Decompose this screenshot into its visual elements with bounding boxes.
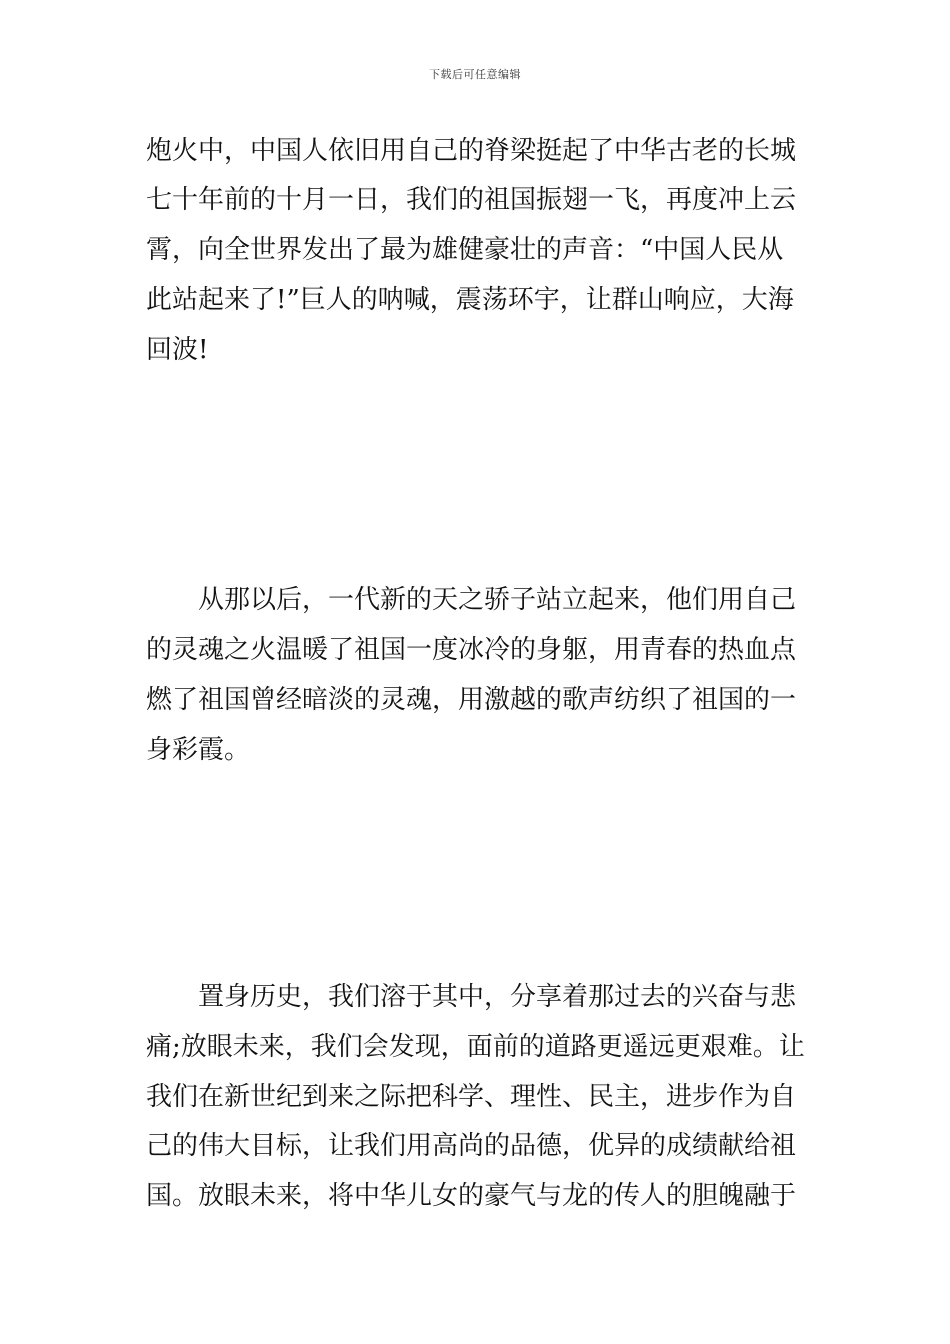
header-note: 下载后可任意编辑 [429,68,521,81]
paragraph-line: 从那以后，一代新的天之骄子站立起来，他们用自己 [146,585,797,615]
paragraph-line: 燃了祖国曾经暗淡的灵魂，用激越的歌声纺织了祖国的一 [146,685,797,715]
paragraph-line: 己的伟大目标，让我们用高尚的品德，优异的成绩献给祖 [146,1131,797,1161]
paragraph-line: 霄，向全世界发出了最为雄健豪壮的声音：“中国人民从 [146,235,784,265]
paragraph-line: 国。放眼未来，将中华儿女的豪气与龙的传人的胆魄融于 [146,1181,797,1211]
paragraph-line: 痛;放眼未来，我们会发现，面前的道路更遥远更艰难。让 [146,1032,805,1062]
paragraph-line: 回波! [146,335,209,365]
paragraph-line: 我们在新世纪到来之际把科学、理性、民主，进步作为自 [146,1082,797,1112]
paragraph-line: 的灵魂之火温暖了祖国一度冰冷的身躯，用青春的热血点 [146,635,797,665]
paragraph-line: 此站起来了!”巨人的呐喊，震荡环宇，让群山响应，大海 [146,285,794,315]
paragraph-line: 置身历史，我们溶于其中，分享着那过去的兴奋与悲 [146,982,797,1012]
paragraph-line: 炮火中，中国人依旧用自己的脊梁挺起了中华古老的长城 [146,136,797,166]
paragraph-line: 七十年前的十月一日，我们的祖国振翅一飞，再度冲上云 [146,185,797,215]
paragraph-line: 身彩霞。 [146,735,251,765]
